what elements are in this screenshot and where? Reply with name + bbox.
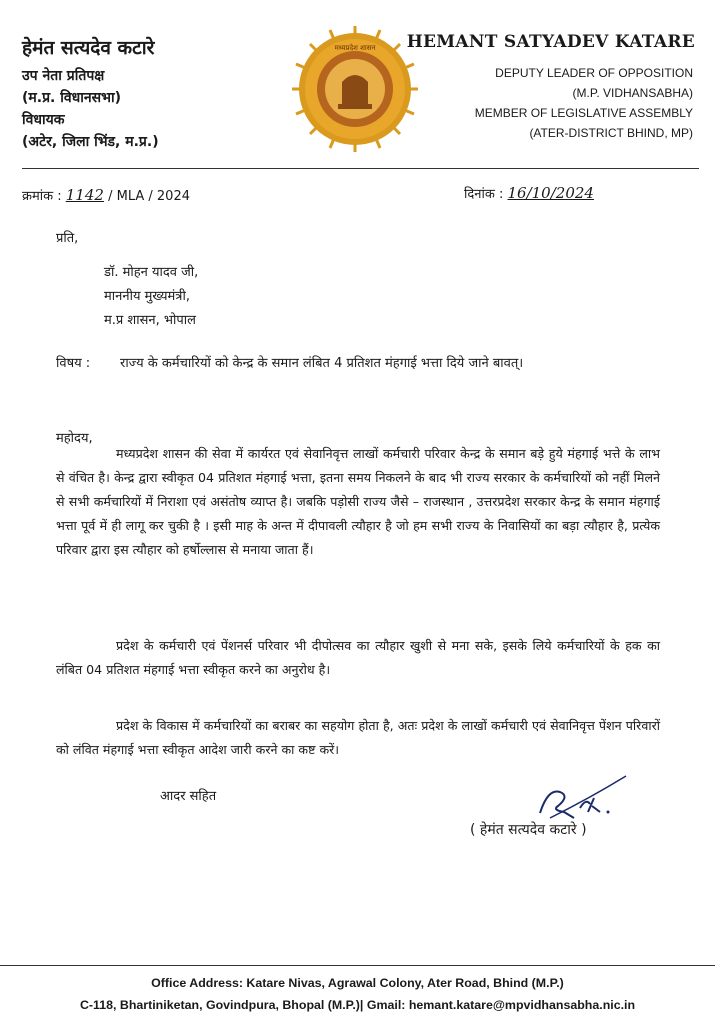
office-address: Office Address: Katare Nivas, Agrawal Colony, Ater Road, Bhind (M.P.): [151, 976, 564, 990]
reference-suffix: / MLA / 2024: [108, 189, 190, 204]
handwritten-signature: [530, 768, 640, 828]
body-paragraph-2: प्रदेश के कर्मचारी एवं पेंशनर्स परिवार भी दीपोत्सव का त्यौहार खुशी से मना सके, इसके लिये कर्मचारियों के हक का लंबित 04 प्रतिशत मंहगाई भत्ता स्वीकृत करने का अनुरोध है।: [56, 638, 660, 677]
subject-text: राज्य के कर्मचारियों को केन्द्र के समान लंबित 4 प्रतिशत मंहगाई भत्ता दिये जाने बावत्।: [120, 356, 524, 371]
english-name: HEMANT SATYADEV KATARE: [406, 32, 695, 52]
hindi-designation-1: उप नेता प्रतिपक्ष: [22, 68, 105, 84]
hindi-designation-2: (म.प्र. विधानसभा): [22, 90, 121, 106]
hindi-name: हेमंत सत्यदेव कटारे: [22, 37, 155, 59]
english-designation-3: MEMBER OF LEGISLATIVE ASSEMBLY: [474, 106, 693, 120]
to-label: प्रति,: [56, 231, 79, 246]
state-emblem-logo: [290, 24, 420, 154]
body-paragraph-1: मध्यप्रदेश शासन की सेवा में कार्यरत एवं सेवानिवृत्त लाखों कर्मचारी परिवार केन्द्र के समान बड़े हुये मंहगाई भत्ते के लाभ से वंचित है। केन्द्र द्वारा स्वीकृत 04 प्रतिशत मंहगाई भत्ता, इतना समय निकलने के बाद भी राज्य सरकार के कर्मचारियों को नहीं मिलने से सभी कर्मचारियों में निराशा एवं असंतोष व्याप्त है। जबकि पड़ोसी राज्य जैसे – राजस्थान , उत्तरप्रदेश सरकार केन्द्र के समान मंहगाई भत्ता पूर्व में ही लागू कर चुकी है । इसी माह के अन्त में दीपावली त्यौहार है जो हम सभी राज्य के निवासियों का बड़ा त्यौहार है, प्रत्येक परिवार द्वारा इस त्यौहार को हर्षोल्लास से मनाया जाता हैं।: [56, 446, 660, 557]
recipient-title: माननीय मुख्यमंत्री,: [104, 289, 190, 304]
subject-label: विषय :: [56, 356, 91, 371]
hindi-designation-3: विधायक: [22, 112, 65, 128]
english-designation-2: (M.P. VIDHANSABHA): [572, 86, 693, 100]
english-designation-4: (ATER-DISTRICT BHIND, MP): [529, 126, 693, 140]
recipient-name: डॉ. मोहन यादव जी,: [104, 265, 199, 280]
footer-divider: [0, 965, 715, 966]
salutation: महोदय,: [56, 431, 93, 446]
body-paragraph-3: प्रदेश के विकास में कर्मचारियों का बराबर का सहयोग होता है, अतः प्रदेश के लाखों कर्मचारी एवं सेवानिवृत्त पेंशन परिवारों को लंवित मंहगाई भत्ता स्वीकृत आदेश जारी करने का कष्ट करें।: [56, 718, 660, 757]
english-designation-1: DEPUTY LEADER OF OPPOSITION: [495, 66, 693, 80]
closing-text: आदर सहित: [160, 789, 217, 804]
recipient-office: म.प्र शासन, भोपाल: [104, 313, 196, 328]
header-divider: [22, 168, 699, 169]
letter-date: [464, 184, 594, 202]
reference-label: क्रमांक :: [22, 189, 62, 204]
reference-value: 1142: [65, 186, 104, 204]
signatory-name: ( हेमंत सत्यदेव कटारे ): [470, 822, 587, 838]
bhopal-address-email: C-118, Bhartiniketan, Govindpura, Bhopal (M.P.)| Gmail: hemant.katare@mpvidhansabha.nic.in: [79, 998, 636, 1012]
date-value: 16/10/2024: [507, 184, 594, 202]
subject-line: [56, 352, 666, 376]
date-label: दिनांक :: [464, 187, 504, 202]
reference-number: [22, 186, 190, 204]
hindi-designation-4: (अटेर, जिला भिंड, म.प्र.): [22, 134, 159, 150]
emblem-text: मध्यप्रदेश शासन: [334, 44, 376, 52]
